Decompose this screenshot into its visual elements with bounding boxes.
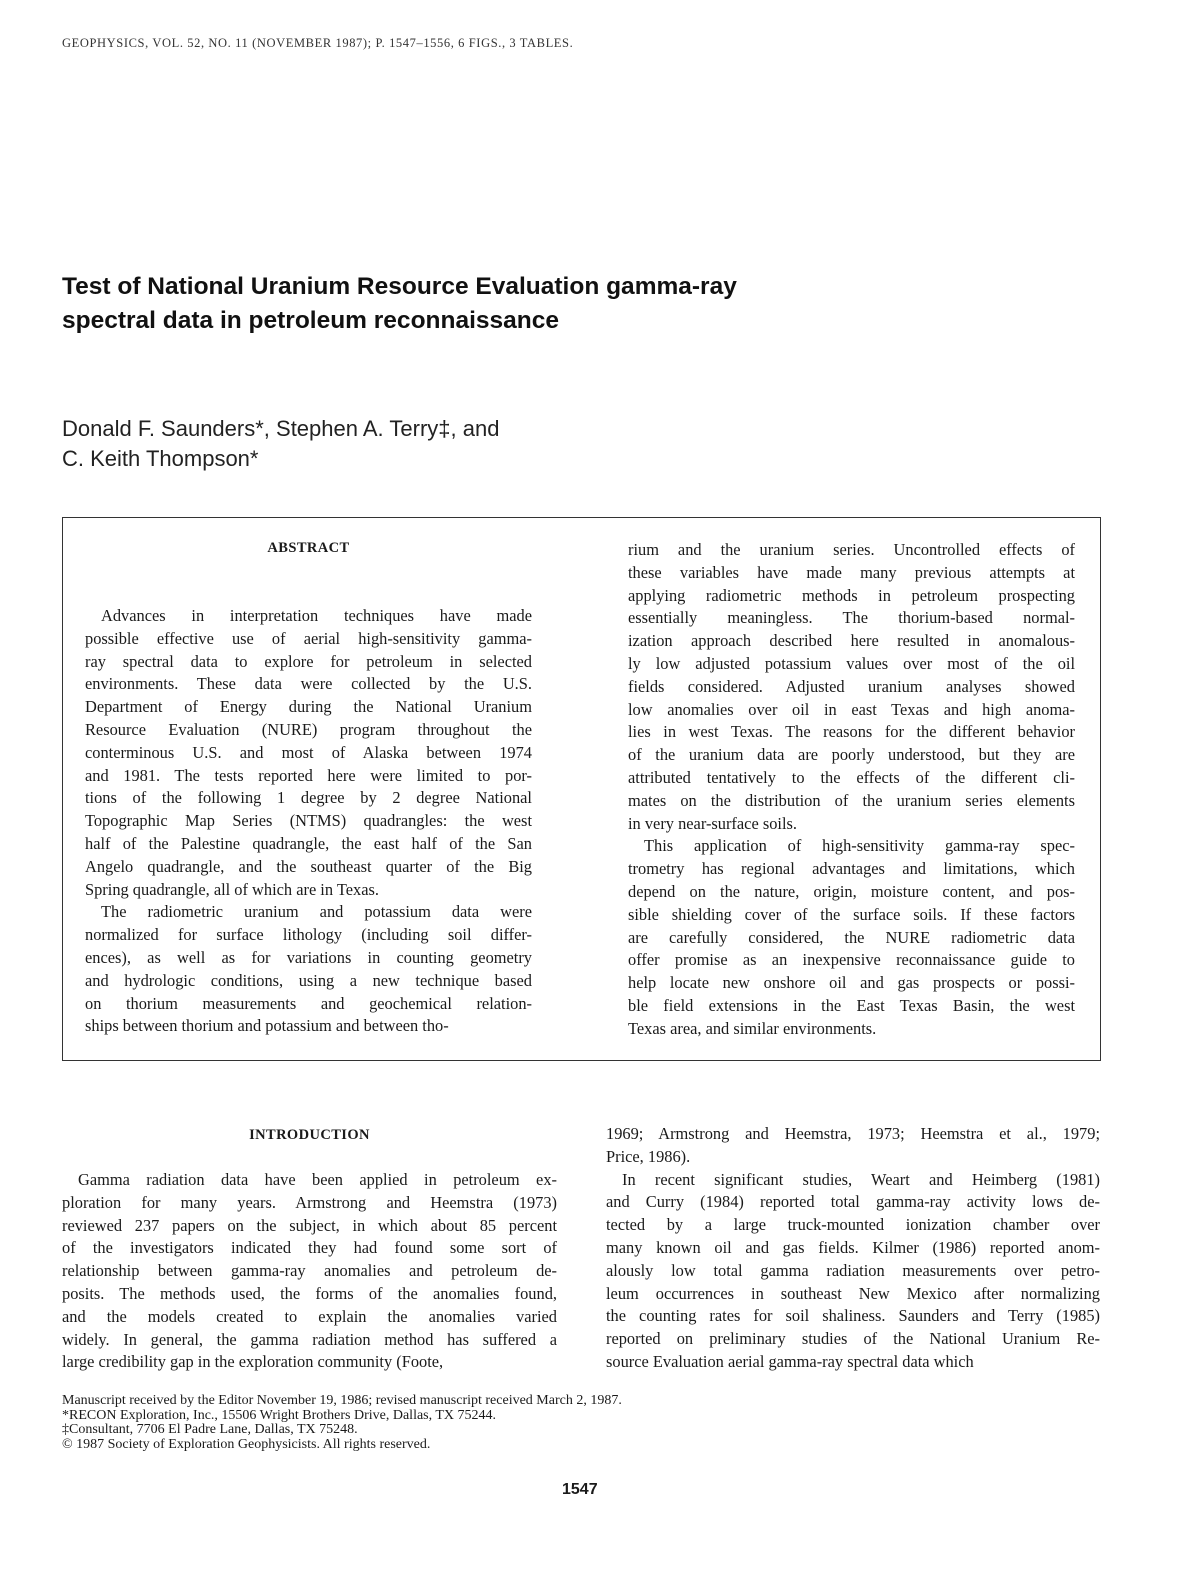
- running-head: GEOPHYSICS, VOL. 52, NO. 11 (NOVEMBER 1987); P. 1547–1556, 6 FIGS., 3 TABLES.: [62, 36, 574, 50]
- text-line: Spring quadrangle, all of which are in Texas.: [85, 879, 379, 899]
- text-line: offer promise as an inexpensive reconnaissance guide to: [628, 950, 1075, 970]
- text-line: Resource Evaluation (NURE) program throughout the: [85, 719, 532, 739]
- text-line: mates on the distribution of the uranium series elements: [628, 790, 1075, 810]
- text-line: tected by a large truck-mounted ionization chamber over: [606, 1215, 1100, 1235]
- text-line: Topographic Map Series (NTMS) quadrangles: the west: [85, 811, 532, 831]
- text-line: of the uranium data are poorly understood, but they are: [628, 745, 1075, 765]
- text-line: reported on preliminary studies of the National Uranium Re-: [606, 1329, 1100, 1349]
- footnotes: [62, 1394, 622, 1452]
- footnote: © 1987 Society of Exploration Geophysicists. All rights reserved.: [62, 1436, 431, 1452]
- footnote: ‡Consultant, 7706 El Padre Lane, Dallas, TX 75248.: [62, 1422, 358, 1437]
- text-line: possible effective use of aerial high-sensitivity gamma-: [85, 628, 532, 648]
- text-line: environments. These data were collected by the U.S.: [85, 674, 532, 694]
- text-line: widely. In general, the gamma radiation method has suffered a: [62, 1329, 557, 1349]
- title-line: spectral data in petroleum reconnaissance: [62, 307, 559, 334]
- text-line: and the models created to explain the anomalies varied: [62, 1306, 557, 1326]
- text-line: Department of Energy during the National Uranium: [85, 697, 532, 717]
- text-line: ences), as well as for variations in counting geometry: [85, 947, 532, 967]
- text-line: conterminous U.S. and most of Alaska between 1974: [85, 742, 532, 762]
- text-line: in very near-surface soils.: [628, 813, 797, 833]
- text-line: rium and the uranium series. Uncontrolled effects of: [628, 540, 1075, 559]
- text-line: ble field extensions in the East Texas Basin, the west: [628, 995, 1075, 1015]
- text-line: ploration for many years. Armstrong and Heemstra (1973): [62, 1192, 557, 1212]
- introduction-left-column: [62, 1169, 557, 1374]
- text-line: ships between thorium and potassium and between tho-: [85, 1016, 449, 1036]
- author-line: Donald F. Saunders*, Stephen A. Terry‡, and: [62, 416, 500, 441]
- text-line: applying radiometric methods in petroleum prospecting: [628, 585, 1075, 605]
- text-line: ly low adjusted potassium values over most of the oil: [628, 653, 1075, 673]
- text-line: essentially meaningless. The thorium-based normal-: [628, 608, 1075, 628]
- text-line: source Evaluation aerial gamma-ray spectral data which: [606, 1351, 974, 1371]
- text-line: leum occurrences in southeast New Mexico after normalizing: [606, 1283, 1100, 1303]
- page-number: 1547: [562, 1481, 598, 1498]
- text-line: depend on the nature, origin, moisture content, and pos-: [628, 881, 1075, 901]
- abstract-right-column: [628, 539, 1075, 1041]
- text-line: This application of high-sensitivity gamma-ray spec-: [644, 836, 1075, 856]
- text-line: reviewed 237 papers on the subject, in which about 85 percent: [62, 1215, 557, 1235]
- footnote: *RECON Exploration, Inc., 15506 Wright Brothers Drive, Dallas, TX 75244.: [62, 1407, 497, 1423]
- text-line: and Curry (1984) reported total gamma-ray activity lows de-: [606, 1192, 1100, 1212]
- text-line: are carefully considered, the NURE radiometric data: [628, 927, 1075, 947]
- introduction-right-column: [606, 1123, 1100, 1374]
- text-line: attributed tentatively to the effects of the different cli-: [628, 767, 1075, 787]
- abstract-heading: ABSTRACT: [267, 540, 350, 556]
- article-title: [62, 270, 737, 338]
- authors: [62, 414, 499, 474]
- text-line: half of the Palestine quadrangle, the east half of the San: [85, 833, 532, 853]
- text-line: on thorium measurements and geochemical relation-: [85, 993, 532, 1013]
- text-line: low anomalies over oil in east Texas and high anoma-: [628, 699, 1075, 719]
- text-line: 1969; Armstrong and Heemstra, 1973; Heemstra et al., 1979;: [606, 1124, 1100, 1143]
- text-line: Texas area, and similar environments.: [628, 1018, 877, 1038]
- text-line: trometry has regional advantages and limitations, which: [628, 859, 1075, 879]
- text-line: ization approach described here resulted in anomalous-: [628, 631, 1075, 651]
- text-line: Price, 1986).: [606, 1146, 691, 1166]
- text-line: In recent significant studies, Weart and Heimberg (1981): [622, 1169, 1100, 1189]
- text-line: posits. The methods used, the forms of the anomalies found,: [62, 1283, 557, 1303]
- text-line: of the investigators indicated they had found some sort of: [62, 1238, 557, 1258]
- footnote: Manuscript received by the Editor November 19, 1986; revised manuscript received March 2, 1987.: [62, 1393, 622, 1408]
- text-line: help locate new onshore oil and gas prospects or possi-: [628, 973, 1075, 993]
- text-line: these variables have made many previous attempts at: [628, 562, 1075, 582]
- text-line: Advances in interpretation techniques have made: [101, 606, 532, 625]
- text-line: alously low total gamma radiation measurements over petro-: [606, 1260, 1100, 1280]
- author-line: C. Keith Thompson*: [62, 446, 259, 471]
- text-line: and 1981. The tests reported here were limited to por-: [85, 765, 532, 785]
- text-line: ray spectral data to explore for petroleum in selected: [85, 651, 532, 671]
- text-line: normalized for surface lithology (including soil differ-: [85, 925, 532, 945]
- abstract-left-column: [85, 605, 532, 1038]
- title-line: Test of National Uranium Resource Evaluation gamma-ray: [62, 273, 737, 300]
- text-line: fields considered. Adjusted uranium analyses showed: [628, 676, 1075, 696]
- text-line: Gamma radiation data have been applied in petroleum ex-: [78, 1170, 557, 1189]
- text-line: many known oil and gas fields. Kilmer (1986) reported anom-: [606, 1237, 1100, 1257]
- text-line: lies in west Texas. The reasons for the different behavior: [628, 722, 1075, 742]
- text-line: sible shielding cover of the surface soils. If these factors: [628, 904, 1075, 924]
- text-line: The radiometric uranium and potassium data were: [101, 902, 532, 922]
- text-line: and hydrologic conditions, using a new technique based: [85, 970, 532, 990]
- text-line: large credibility gap in the exploration community (Foote,: [62, 1352, 444, 1372]
- text-line: Angelo quadrangle, and the southeast quarter of the Big: [85, 856, 532, 876]
- text-line: relationship between gamma-ray anomalies and petroleum de-: [62, 1261, 557, 1281]
- introduction-heading: INTRODUCTION: [249, 1127, 370, 1143]
- text-line: tions of the following 1 degree by 2 degree National: [85, 788, 532, 808]
- text-line: the counting rates for soil shaliness. Saunders and Terry (1985): [606, 1306, 1100, 1326]
